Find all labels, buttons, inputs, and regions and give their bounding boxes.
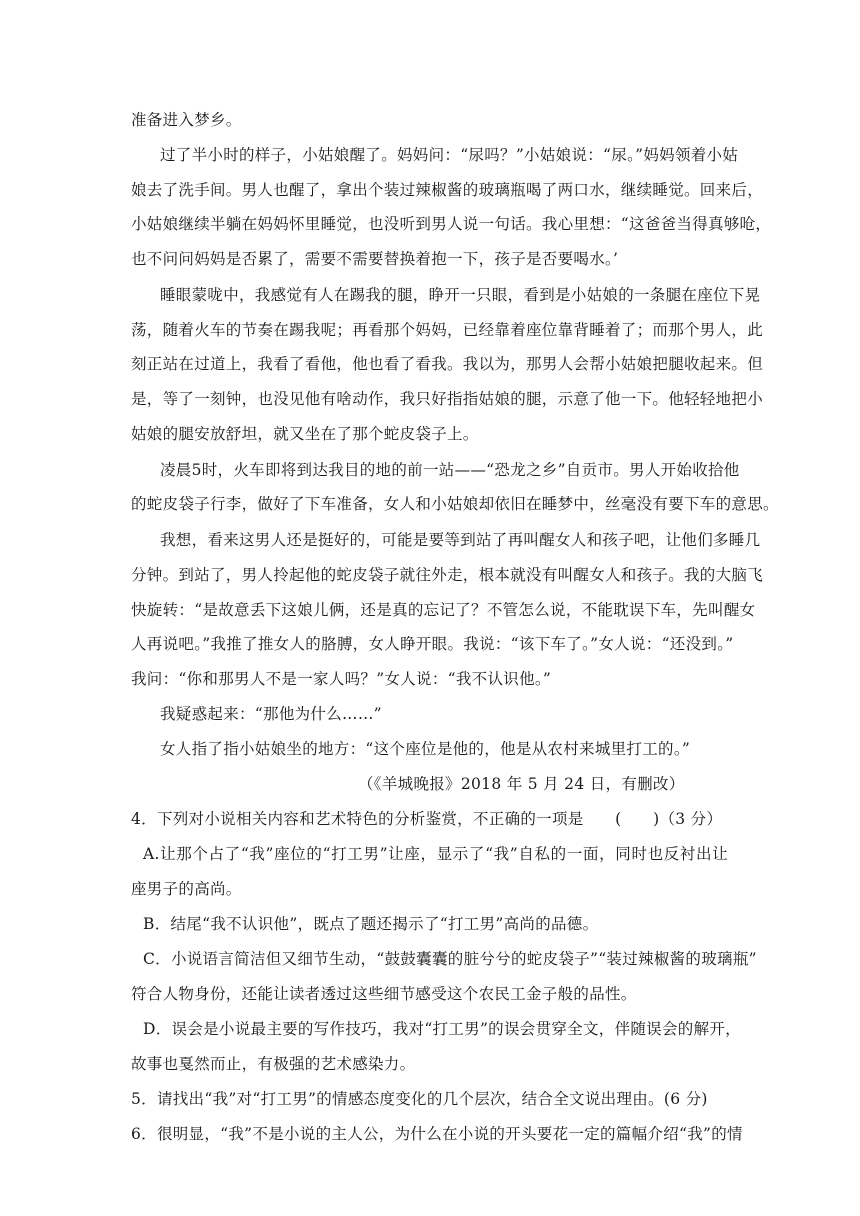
story-line-18: 我疑惑起来：“那他为什么……” <box>160 705 382 723</box>
story-line-13: 我想，看来这男人还是挺好的，可能是要等到站了再叫醒女人和孩子吧，让他们多睡几 <box>160 531 761 549</box>
story-line-10: 姑娘的腿安放舒坦，就又坐在了那个蛇皮袋子上。 <box>131 425 479 443</box>
story-line-14: 分钟。到站了，男人拎起他的蛇皮袋子就往外走，根本就没有叫醒女人和孩子。我的大脑飞 <box>131 566 764 584</box>
story-line-8: 刻正站在过道上，我看了看他，他也看了看我。我以为，那男人会帮小姑娘把腿收起来。但 <box>131 355 764 373</box>
story-line-2: 过了半小时的样子，小姑娘醒了。妈妈问：“尿吗？”小姑娘说：“尿。”妈妈领着小姑 <box>160 146 739 164</box>
story-line-17: 我问：“你和那男人不是一家人吗？”女人说：“我不认识他。” <box>131 670 552 688</box>
story-line-5: 也不问问妈妈是否累了，需要不需要替换着抱一下，孩子是否要喝水。’ <box>131 250 619 268</box>
question-5: 5．请找出“我”对“打工男”的情感态度变化的几个层次，结合全文说出理由。(6 分) <box>131 1090 708 1108</box>
story-line-12: 的蛇皮袋子行李，做好了下车准备，女人和小姑娘却依旧在睡梦中，丝毫没有要下车的意思。 <box>131 495 779 513</box>
question-4-option-c-line-2: 符合人物身份，还能让读者透过这些细节感受这个农民工金子般的品性。 <box>131 985 637 1003</box>
story-source: （《羊城晚报》2018 年 5 月 24 日，有删改） <box>358 775 685 793</box>
question-4-stem: 4．下列对小说相关内容和艺术特色的分析鉴赏，不正确的一项是 ( )（3 分） <box>131 810 723 828</box>
story-line-9: 是，等了一刻钟，也没见他有啥动作，我只好指指姑娘的腿，示意了他一下。他轻轻地把小 <box>131 390 764 408</box>
story-line-11: 凌晨5时，火车即将到达我目的地的前一站——“恐龙之乡”自贡市。男人开始收拾他 <box>160 461 740 479</box>
story-line-19: 女人指了指小姑娘坐的地方：“这个座位是他的，他是从农村来城里打工的。” <box>160 740 691 758</box>
question-4-option-c-line-1: C．小说语言简洁但又细节生动，“鼓鼓囊囊的脏兮兮的蛇皮袋子”“装过辣椒酱的玻璃瓶” <box>143 950 757 968</box>
story-line-16: 人再说吧。”我推了推女人的胳膊，女人睁开眼。我说：“该下车了。”女人说：“还没到。” <box>131 635 734 653</box>
question-6: 6．很明显，“我”不是小说的主人公，为什么在小说的开头要花一定的篇幅介绍“我”的情 <box>131 1125 743 1143</box>
story-line-3: 娘去了洗手间。男人也醒了，拿出个装过辣椒酱的玻璃瓶喝了两口水，继续睡觉。回来后， <box>131 181 764 199</box>
story-line-6: 睡眼蒙咙中，我感觉有人在踢我的腿，睁开一只眼，看到是小姑娘的一条腿在座位下晃 <box>160 286 761 304</box>
question-4-option-a-line-1: A.让那个占了“我”座位的“打工男”让座，显示了“我”自私的一面，同时也反衬出让 <box>143 845 728 863</box>
story-line-4: 小姑娘继续半躺在妈妈怀里睡觉，也没听到男人说一句话。我心里想：“这爸爸当得真够呛， <box>131 215 772 233</box>
question-4-option-d-line-2: 故事也戛然而止，有极强的艺术感染力。 <box>131 1055 416 1073</box>
question-4-option-a-line-2: 座男子的高尚。 <box>131 880 242 898</box>
question-4-option-d-line-1: D．误会是小说最主要的写作技巧，我对“打工男”的误会贯穿全文，伴随误会的解开， <box>143 1020 741 1038</box>
story-line-7: 荡，随着火车的节奏在踢我呢；再看那个妈妈，已经靠着座位靠背睡着了；而那个男人，此 <box>131 321 764 339</box>
question-4-option-b: B．结尾“我不认识他”，既点了题还揭示了“打工男”高尚的品德。 <box>143 915 599 933</box>
story-line-15: 快旋转：“是故意丢下这娘儿俩，还是真的忘记了？不管怎么说，不能耽误下车，先叫醒女 <box>131 601 756 619</box>
story-line-1: 准备进入梦乡。 <box>131 111 242 129</box>
